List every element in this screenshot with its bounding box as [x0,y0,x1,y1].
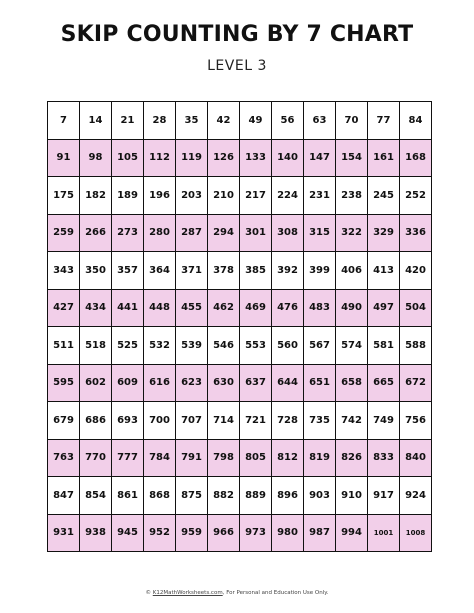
grid-cell: 280 [144,215,176,253]
grid-cell: 931 [48,515,80,553]
footer-comma: , [222,590,225,596]
grid-cell: 749 [368,402,400,440]
grid-cell: 42 [208,102,240,140]
grid-cell: 875 [176,477,208,515]
grid-cell: 385 [240,252,272,290]
grid-cell: 700 [144,402,176,440]
grid-cell: 357 [112,252,144,290]
grid-cell: 203 [176,177,208,215]
grid-cell: 588 [400,327,432,365]
grid-cell: 889 [240,477,272,515]
grid-cell: 238 [336,177,368,215]
skip-counting-grid [47,101,432,552]
grid-cell: 175 [48,177,80,215]
grid-cell: 854 [80,477,112,515]
grid-cell: 686 [80,402,112,440]
level-subtitle: LEVEL 3 [207,58,267,74]
grid-cell: 637 [240,365,272,403]
grid-cell: 455 [176,290,208,328]
footer-site-link[interactable]: K12MathWorksheets.com [152,590,223,596]
grid-cell: 329 [368,215,400,253]
grid-cell: 665 [368,365,400,403]
copyright-symbol: © [145,590,151,596]
grid-cell: 924 [400,477,432,515]
grid-cell: 679 [48,402,80,440]
grid-cell: 777 [112,440,144,478]
grid-cell: 98 [80,140,112,178]
grid-cell: 868 [144,477,176,515]
grid-cell: 532 [144,327,176,365]
grid-cell: 14 [80,102,112,140]
grid-cell: 273 [112,215,144,253]
grid-cell: 763 [48,440,80,478]
grid-cell: 945 [112,515,144,553]
grid-cell: 364 [144,252,176,290]
grid-cell: 840 [400,440,432,478]
grid-cell: 84 [400,102,432,140]
grid-cell: 35 [176,102,208,140]
grid-cell: 742 [336,402,368,440]
grid-cell: 980 [272,515,304,553]
grid-cell: 245 [368,177,400,215]
grid-cell: 140 [272,140,304,178]
grid-cell: 161 [368,140,400,178]
grid-cell: 672 [400,365,432,403]
grid-cell: 392 [272,252,304,290]
grid-cell: 609 [112,365,144,403]
grid-cell: 847 [48,477,80,515]
grid-cell: 490 [336,290,368,328]
grid-cell: 315 [304,215,336,253]
grid-cell: 350 [80,252,112,290]
grid-cell: 784 [144,440,176,478]
grid-cell: 196 [144,177,176,215]
grid-cell: 189 [112,177,144,215]
grid-cell: 105 [112,140,144,178]
grid-cell: 560 [272,327,304,365]
grid-cell: 469 [240,290,272,328]
grid-cell: 546 [208,327,240,365]
grid-cell: 462 [208,290,240,328]
grid-cell: 378 [208,252,240,290]
grid-cell: 399 [304,252,336,290]
grid-cell: 322 [336,215,368,253]
grid-cell: 308 [272,215,304,253]
grid-cell: 70 [336,102,368,140]
grid-cell: 168 [400,140,432,178]
grid-cell: 966 [208,515,240,553]
grid-cell: 259 [48,215,80,253]
grid-cell: 427 [48,290,80,328]
grid-cell: 595 [48,365,80,403]
grid-cell: 154 [336,140,368,178]
grid-cell: 224 [272,177,304,215]
grid-cell: 147 [304,140,336,178]
grid-cell: 434 [80,290,112,328]
grid-cell: 812 [272,440,304,478]
grid-cell: 406 [336,252,368,290]
grid-cell: 693 [112,402,144,440]
grid-cell: 182 [80,177,112,215]
grid-cell: 602 [80,365,112,403]
grid-cell: 938 [80,515,112,553]
grid-cell: 574 [336,327,368,365]
footer [0,590,474,596]
grid-cell: 413 [368,252,400,290]
grid-cell: 798 [208,440,240,478]
grid-cell: 896 [272,477,304,515]
page-title: SKIP COUNTING BY 7 CHART [60,22,414,47]
grid-cell: 7 [48,102,80,140]
grid-cell: 952 [144,515,176,553]
grid-cell: 525 [112,327,144,365]
grid-cell: 581 [368,327,400,365]
grid-cell: 728 [272,402,304,440]
grid-cell: 735 [304,402,336,440]
grid-cell: 497 [368,290,400,328]
grid-cell: 77 [368,102,400,140]
grid-cell: 231 [304,177,336,215]
grid-cell: 707 [176,402,208,440]
grid-cell: 294 [208,215,240,253]
grid-cell: 483 [304,290,336,328]
grid-cell: 623 [176,365,208,403]
grid-cell: 420 [400,252,432,290]
grid-cell: 917 [368,477,400,515]
grid-cell: 616 [144,365,176,403]
grid-cell: 651 [304,365,336,403]
grid-cell: 539 [176,327,208,365]
grid-cell: 518 [80,327,112,365]
grid-cell: 56 [272,102,304,140]
grid-cell: 833 [368,440,400,478]
grid-cell: 287 [176,215,208,253]
grid-cell: 826 [336,440,368,478]
grid-cell: 791 [176,440,208,478]
grid-cell: 630 [208,365,240,403]
grid-cell: 644 [272,365,304,403]
grid-cell: 658 [336,365,368,403]
grid-cell: 721 [240,402,272,440]
grid-cell: 882 [208,477,240,515]
grid-cell: 301 [240,215,272,253]
grid-cell: 336 [400,215,432,253]
grid-cell: 448 [144,290,176,328]
grid-cell: 553 [240,327,272,365]
grid-cell: 126 [208,140,240,178]
grid-cell: 819 [304,440,336,478]
grid-cell: 770 [80,440,112,478]
grid-cell: 91 [48,140,80,178]
grid-cell: 28 [144,102,176,140]
grid-cell: 252 [400,177,432,215]
grid-cell: 511 [48,327,80,365]
grid-cell: 217 [240,177,272,215]
grid-cell: 371 [176,252,208,290]
grid-cell: 441 [112,290,144,328]
grid-cell: 1001 [368,515,400,553]
grid-cell: 714 [208,402,240,440]
grid-cell: 994 [336,515,368,553]
grid-cell: 210 [208,177,240,215]
grid-cell: 861 [112,477,144,515]
grid-cell: 63 [304,102,336,140]
grid-cell: 504 [400,290,432,328]
grid-cell: 21 [112,102,144,140]
grid-cell: 910 [336,477,368,515]
grid-cell: 133 [240,140,272,178]
grid-cell: 987 [304,515,336,553]
grid-cell: 266 [80,215,112,253]
grid-cell: 903 [304,477,336,515]
grid-cell: 343 [48,252,80,290]
grid-cell: 805 [240,440,272,478]
grid-cell: 49 [240,102,272,140]
grid-cell: 973 [240,515,272,553]
grid-cell: 959 [176,515,208,553]
grid-cell: 476 [272,290,304,328]
grid-cell: 112 [144,140,176,178]
grid-cell: 567 [304,327,336,365]
grid-cell: 756 [400,402,432,440]
footer-notice: For Personal and Education Use Only. [226,590,329,596]
grid-cell: 119 [176,140,208,178]
grid-cell: 1008 [400,515,432,553]
